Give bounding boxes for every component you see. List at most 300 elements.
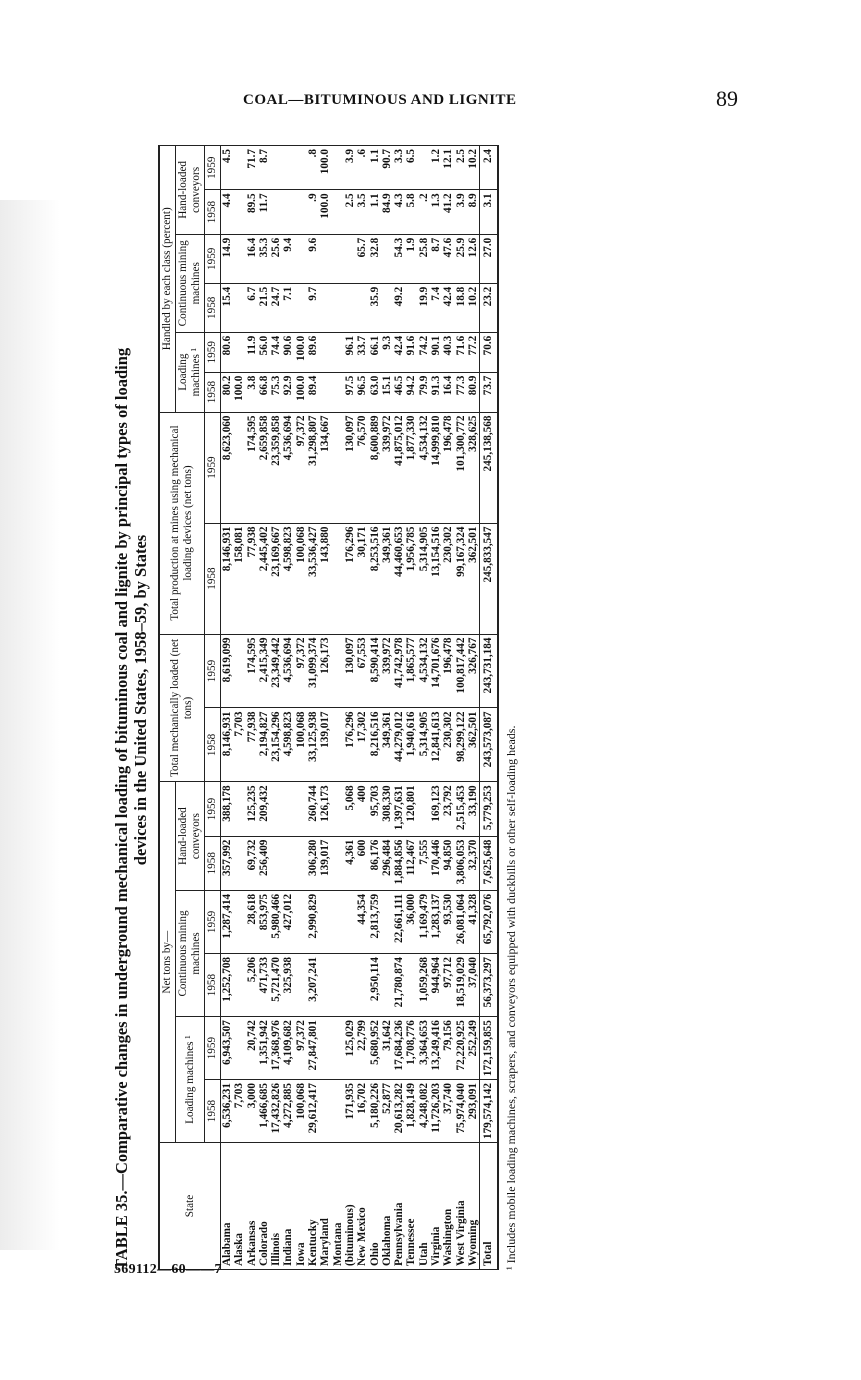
cell-phc59: 1.1 xyxy=(369,146,381,190)
cell-lm58: 7,703 xyxy=(233,1080,245,1143)
cell-phc58: 5.8 xyxy=(405,190,417,234)
cell-hc58: 139,017 xyxy=(319,836,331,890)
cell-pcm58: 9.7 xyxy=(307,283,319,332)
cell-phc59: .8 xyxy=(307,146,319,190)
table-row xyxy=(356,146,368,1270)
cell-tm59: 14,701,676 xyxy=(430,634,442,708)
cell-tp59: 4,534,132 xyxy=(418,412,430,523)
cell-lm58: 293,091 xyxy=(467,1080,480,1143)
state-name: Washington xyxy=(442,1143,454,1270)
cell-plm59: 33.7 xyxy=(356,332,368,372)
state-name: Kentucky xyxy=(307,1143,319,1270)
cell-cm58: 2,950,114 xyxy=(369,953,381,1016)
state-name: Colorado xyxy=(258,1143,270,1270)
cell-tm58: 4,598,823 xyxy=(282,708,294,782)
cell-cm58 xyxy=(356,953,368,1016)
cell-hc58: 7,555 xyxy=(418,836,430,890)
cell-tm59: 4,534,132 xyxy=(418,634,430,708)
cell-pcm59: 25.6 xyxy=(270,234,282,283)
cell-hc59: 2,515,453 xyxy=(455,782,467,836)
cell-plm58: 80.9 xyxy=(467,372,480,412)
cell-hc59: 388,178 xyxy=(221,782,234,836)
cell-tp59: 97,372 xyxy=(295,412,307,523)
cell-cm59: 93,530 xyxy=(442,890,454,953)
cell-tp58: 77,938 xyxy=(246,523,258,634)
cell-cm58: 5,721,470 xyxy=(270,953,282,1016)
state-name: Pennsylvania xyxy=(393,1143,405,1270)
cell-tp59: 130,097 xyxy=(344,412,356,523)
cell-pcm59: 1.9 xyxy=(405,234,417,283)
col-state: State xyxy=(159,1143,221,1270)
cell-pcm59 xyxy=(344,234,356,283)
cell-pcm59: 25.8 xyxy=(418,234,430,283)
cell-hc58: 1,884,856 xyxy=(393,836,405,890)
cell-phc58: 3.5 xyxy=(356,190,368,234)
cell-pcm58: 35.9 xyxy=(369,283,381,332)
cell-plm59: 66.1 xyxy=(369,332,381,372)
table-row xyxy=(282,146,294,1270)
year-1958-header: 1958 xyxy=(205,708,221,782)
cell-tp58: 44,460,653 xyxy=(393,523,405,634)
cell-lm59: 3,364,653 xyxy=(418,1017,430,1080)
cell-hc58: 112,467 xyxy=(405,836,417,890)
state-name: Wyoming xyxy=(467,1143,480,1270)
cell-plm59 xyxy=(233,332,245,372)
cell-lm58: 75,974,040 xyxy=(455,1080,467,1143)
state-name: Alaska xyxy=(233,1143,245,1270)
cell-tm59: 4,536,694 xyxy=(282,634,294,708)
cell-hc58: 296,484 xyxy=(381,836,393,890)
cell-pcm59: 27.0 xyxy=(480,234,498,283)
cell-cm59 xyxy=(233,890,245,953)
cell-tp58: 176,296 xyxy=(344,523,356,634)
cell-pcm58: 42.4 xyxy=(442,283,454,332)
cell-tp59: 328,625 xyxy=(467,412,480,523)
cell-plm59: 74.4 xyxy=(270,332,282,372)
cell-phc59 xyxy=(282,146,294,190)
cell-tm59: 326,767 xyxy=(467,634,480,708)
cell-tp58: 230,302 xyxy=(442,523,454,634)
cell-lm58: 4,248,082 xyxy=(418,1080,430,1143)
cell-plm59: 91.6 xyxy=(405,332,417,372)
cell-cm58 xyxy=(381,953,393,1016)
cell-cm58: 944,964 xyxy=(430,953,442,1016)
cell-phc58: 41.2 xyxy=(442,190,454,234)
cell-plm59: 11.9 xyxy=(246,332,258,372)
table-row xyxy=(332,146,344,1270)
cell-tm58: 5,314,905 xyxy=(418,708,430,782)
year-1959-header: 1959 xyxy=(205,412,221,523)
cell-phc58: 11.7 xyxy=(258,190,270,234)
cell-cm59: 1,169,479 xyxy=(418,890,430,953)
cell-tp59 xyxy=(332,412,344,523)
cell-hc59: 308,330 xyxy=(381,782,393,836)
cell-hc58: 170,446 xyxy=(430,836,442,890)
cell-phc59: 100.0 xyxy=(319,146,331,190)
cell-tm59: 100,817,442 xyxy=(455,634,467,708)
cell-tp58: 8,253,516 xyxy=(369,523,381,634)
cell-plm59: 77.2 xyxy=(467,332,480,372)
table-total-row xyxy=(480,146,498,1270)
cell-tm59: 339,972 xyxy=(381,634,393,708)
cell-hc59: 5,068 xyxy=(344,782,356,836)
cell-tp59: 174,595 xyxy=(246,412,258,523)
cell-plm58: 75.3 xyxy=(270,372,282,412)
cell-tp58: 99,167,324 xyxy=(455,523,467,634)
table-row xyxy=(381,146,393,1270)
cell-tm59: 23,349,442 xyxy=(270,634,282,708)
year-1959-header: 1959 xyxy=(205,332,221,372)
cell-pcm59: 16.4 xyxy=(246,234,258,283)
cell-hc58: 32,370 xyxy=(467,836,480,890)
cell-hc59: 125,235 xyxy=(246,782,258,836)
state-name: Illinois xyxy=(270,1143,282,1270)
cell-hc59 xyxy=(270,782,282,836)
cell-pcm58 xyxy=(356,283,368,332)
cell-tm59: 196,478 xyxy=(442,634,454,708)
cell-tp58: 23,169,667 xyxy=(270,523,282,634)
state-name: (bituminous) xyxy=(344,1143,356,1270)
cell-hc58: 69,732 xyxy=(246,836,258,890)
cell-phc58: 100.0 xyxy=(319,190,331,234)
table-row xyxy=(307,146,319,1270)
cell-phc59: 3.9 xyxy=(344,146,356,190)
table-row xyxy=(405,146,417,1270)
table-row xyxy=(319,146,331,1270)
cell-cm59: 28,618 xyxy=(246,890,258,953)
table-row xyxy=(393,146,405,1270)
cell-hc58 xyxy=(295,836,307,890)
cell-tp58 xyxy=(332,523,344,634)
cell-hc59: 169,123 xyxy=(430,782,442,836)
table-caption-line1: TABLE 35.—Comparative changes in underground mechanical loading of bituminous coal and lignite by principal types of loading xyxy=(112,347,131,1270)
cell-tp58: 143,880 xyxy=(319,523,331,634)
cell-lm58: 3,000 xyxy=(246,1080,258,1143)
cell-lm58: 100,068 xyxy=(295,1080,307,1143)
cell-tm58: 33,125,938 xyxy=(307,708,319,782)
cell-tm59: 1,865,577 xyxy=(405,634,417,708)
cell-phc58: 1.3 xyxy=(430,190,442,234)
cell-plm59: 70.6 xyxy=(480,332,498,372)
cell-hc58 xyxy=(233,836,245,890)
cell-lm58: 52,877 xyxy=(381,1080,393,1143)
cell-lm59 xyxy=(319,1017,331,1080)
cell-tm58: 349,361 xyxy=(381,708,393,782)
col-continuous-mining: Continuous mining machines xyxy=(176,890,205,1016)
state-name: Utah xyxy=(418,1143,430,1270)
cell-phc59 xyxy=(295,146,307,190)
cell-plm59: 80.6 xyxy=(221,332,234,372)
cell-plm59 xyxy=(332,332,344,372)
year-1959-header: 1959 xyxy=(205,146,221,190)
table-row xyxy=(418,146,430,1270)
cell-lm59: 20,742 xyxy=(246,1017,258,1080)
cell-pcm58: 7.4 xyxy=(430,283,442,332)
rotated-table-region xyxy=(112,130,652,1270)
cell-tm58: 176,296 xyxy=(344,708,356,782)
cell-phc59: 90.7 xyxy=(381,146,393,190)
cell-lm59: 13,249,416 xyxy=(430,1017,442,1080)
cell-cm59: 2,990,829 xyxy=(307,890,319,953)
table-row xyxy=(442,146,454,1270)
cell-lm58: 1,466,685 xyxy=(258,1080,270,1143)
cell-plm58: 97.5 xyxy=(344,372,356,412)
cell-lm59: 6,943,507 xyxy=(221,1017,234,1080)
col-total-production: Total production at mines using mechanical loading devices (net tons) xyxy=(159,412,205,634)
cell-plm58: 79.9 xyxy=(418,372,430,412)
cell-phc59 xyxy=(332,146,344,190)
cell-hc58 xyxy=(282,836,294,890)
cell-tm59: 126,173 xyxy=(319,634,331,708)
cell-lm59: 97,372 xyxy=(295,1017,307,1080)
col-hand-loaded: Hand-loaded conveyors xyxy=(176,782,205,890)
cell-plm59: 42.4 xyxy=(393,332,405,372)
cell-tp59: 8,600,889 xyxy=(369,412,381,523)
mechanical-loading-table xyxy=(158,145,499,1270)
cell-phc58 xyxy=(270,190,282,234)
state-name: Indiana xyxy=(282,1143,294,1270)
cell-lm58: 11,726,203 xyxy=(430,1080,442,1143)
cell-tp59 xyxy=(233,412,245,523)
cell-phc58: 84.9 xyxy=(381,190,393,234)
cell-lm58: 179,574,142 xyxy=(480,1080,498,1143)
cell-tp59: 245,138,568 xyxy=(480,412,498,523)
cell-plm58: 77.3 xyxy=(455,372,467,412)
cell-plm58: 15.1 xyxy=(381,372,393,412)
cell-phc59: 1.2 xyxy=(430,146,442,190)
year-1959-header: 1959 xyxy=(205,1017,221,1080)
cell-tp59: 23,359,858 xyxy=(270,412,282,523)
cell-hc59: 260,744 xyxy=(307,782,319,836)
col-pct-continuous: Continuous mining machines xyxy=(176,234,205,332)
cell-tm58: 8,216,516 xyxy=(369,708,381,782)
state-name: Tennessee xyxy=(405,1143,417,1270)
year-1959-header: 1959 xyxy=(205,890,221,953)
cell-lm59: 72,220,925 xyxy=(455,1017,467,1080)
cell-lm58: 6,536,231 xyxy=(221,1080,234,1143)
cell-pcm59: 9.6 xyxy=(307,234,319,283)
cell-plm59 xyxy=(319,332,331,372)
cell-phc59: .6 xyxy=(356,146,368,190)
cell-cm59: 36,000 xyxy=(405,890,417,953)
cell-lm59: 5,680,952 xyxy=(369,1017,381,1080)
cell-tm58: 2,194,827 xyxy=(258,708,270,782)
cell-phc59 xyxy=(270,146,282,190)
cell-tp58: 362,501 xyxy=(467,523,480,634)
running-head: COAL—BITUMINOUS AND LIGNITE xyxy=(243,92,517,108)
year-1958-header: 1958 xyxy=(205,372,221,412)
cell-lm58: 17,432,826 xyxy=(270,1080,282,1143)
cell-hc59: 1,397,631 xyxy=(393,782,405,836)
cell-plm59: 9.3 xyxy=(381,332,393,372)
cell-phc58: 89.5 xyxy=(246,190,258,234)
cell-pcm58 xyxy=(332,283,344,332)
cell-hc58 xyxy=(270,836,282,890)
year-1959-header: 1959 xyxy=(205,634,221,708)
cell-tp59: 41,875,012 xyxy=(393,412,405,523)
cell-cm59 xyxy=(332,890,344,953)
cell-lm58: 1,828,149 xyxy=(405,1080,417,1143)
cell-pcm59 xyxy=(381,234,393,283)
cell-plm58: 91.3 xyxy=(430,372,442,412)
cell-cm59: 853,975 xyxy=(258,890,270,953)
cell-cm59: 44,354 xyxy=(356,890,368,953)
cell-phc58: 1.1 xyxy=(369,190,381,234)
cell-phc58: .2 xyxy=(418,190,430,234)
cell-lm58: 4,272,885 xyxy=(282,1080,294,1143)
cell-hc59: 120,801 xyxy=(405,782,417,836)
cell-plm58: 16.4 xyxy=(442,372,454,412)
cell-tm58 xyxy=(332,708,344,782)
cell-phc58 xyxy=(282,190,294,234)
cell-pcm59: 14.9 xyxy=(221,234,234,283)
cell-plm58: 73.7 xyxy=(480,372,498,412)
table-row xyxy=(344,146,356,1270)
cell-hc59: 400 xyxy=(356,782,368,836)
cell-tm58: 7,703 xyxy=(233,708,245,782)
year-1958-header: 1958 xyxy=(205,1080,221,1143)
cell-plm59: 56.0 xyxy=(258,332,270,372)
cell-hc59: 33,190 xyxy=(467,782,480,836)
cell-cm59: 427,012 xyxy=(282,890,294,953)
cell-pcm58: 23.2 xyxy=(480,283,498,332)
cell-lm58: 16,702 xyxy=(356,1080,368,1143)
cell-cm59: 41,328 xyxy=(467,890,480,953)
cell-plm59: 96.1 xyxy=(344,332,356,372)
cell-phc58 xyxy=(295,190,307,234)
cell-hc59: 126,173 xyxy=(319,782,331,836)
cell-pcm58 xyxy=(344,283,356,332)
cell-pcm59: 9.4 xyxy=(282,234,294,283)
col-net-tons-by: Net tons by— xyxy=(159,782,176,1143)
cell-tp59: 339,972 xyxy=(381,412,393,523)
cell-phc59: 3.3 xyxy=(393,146,405,190)
cell-cm58: 5,206 xyxy=(246,953,258,1016)
table-caption-line2: devices in the United States, 1958–59, by States xyxy=(131,534,150,866)
cell-cm58 xyxy=(319,953,331,1016)
state-name: Virginia xyxy=(430,1143,442,1270)
cell-tm58: 139,017 xyxy=(319,708,331,782)
col-pct-hand: Hand-loaded conveyors xyxy=(176,146,205,235)
cell-tp58: 8,146,931 xyxy=(221,523,234,634)
cell-tp59: 1,877,330 xyxy=(405,412,417,523)
year-1958-header: 1958 xyxy=(205,283,221,332)
cell-cm58: 1,252,708 xyxy=(221,953,234,1016)
cell-phc59: 4.5 xyxy=(221,146,234,190)
table-row xyxy=(270,146,282,1270)
page-number: 89 xyxy=(716,86,738,111)
cell-phc59: 2.4 xyxy=(480,146,498,190)
cell-cm58: 18,519,029 xyxy=(455,953,467,1016)
cell-hc59 xyxy=(418,782,430,836)
cell-tm58: 23,154,296 xyxy=(270,708,282,782)
cell-plm58: 100.0 xyxy=(295,372,307,412)
scan-edge-shadow xyxy=(0,200,60,1250)
cell-plm58: 80.2 xyxy=(221,372,234,412)
cell-tm59: 97,372 xyxy=(295,634,307,708)
cell-tp59: 76,570 xyxy=(356,412,368,523)
cell-cm58: 97,712 xyxy=(442,953,454,1016)
cell-hc58: 94,850 xyxy=(442,836,454,890)
cell-hc58: 4,361 xyxy=(344,836,356,890)
cell-tm59: 174,595 xyxy=(246,634,258,708)
table-caption xyxy=(112,130,150,1270)
cell-tm59: 67,553 xyxy=(356,634,368,708)
cell-hc59: 209,432 xyxy=(258,782,270,836)
cell-tp59: 196,478 xyxy=(442,412,454,523)
cell-cm58 xyxy=(233,953,245,1016)
year-1958-header: 1958 xyxy=(205,523,221,634)
cell-cm59: 22,661,111 xyxy=(393,890,405,953)
cell-pcm58: 24.7 xyxy=(270,283,282,332)
cell-pcm59 xyxy=(319,234,331,283)
table-row xyxy=(467,146,480,1270)
cell-tp59: 14,999,810 xyxy=(430,412,442,523)
table-row xyxy=(369,146,381,1270)
cell-hc58: 600 xyxy=(356,836,368,890)
year-1958-header: 1958 xyxy=(205,836,221,890)
cell-phc58 xyxy=(233,190,245,234)
cell-cm59 xyxy=(319,890,331,953)
cell-pcm59: 8.7 xyxy=(430,234,442,283)
printer-mark: 569112—60——7 xyxy=(114,1262,222,1277)
cell-tm59: 41,742,978 xyxy=(393,634,405,708)
cell-cm59: 5,980,466 xyxy=(270,890,282,953)
cell-phc58: 3.1 xyxy=(480,190,498,234)
cell-pcm58: 21.5 xyxy=(258,283,270,332)
cell-tp59: 31,298,807 xyxy=(307,412,319,523)
cell-plm59: 71.6 xyxy=(455,332,467,372)
col-loading-machines: Loading machines ¹ xyxy=(176,1017,205,1143)
cell-hc58: 3,806,053 xyxy=(455,836,467,890)
cell-lm59: 1,351,942 xyxy=(258,1017,270,1080)
year-header-row xyxy=(205,146,221,1270)
cell-tp58: 4,598,823 xyxy=(282,523,294,634)
cell-pcm59: 54.3 xyxy=(393,234,405,283)
cell-tp58: 33,536,427 xyxy=(307,523,319,634)
cell-tp59: 8,623,060 xyxy=(221,412,234,523)
cell-lm58: 20,613,282 xyxy=(393,1080,405,1143)
cell-hc59: 95,703 xyxy=(369,782,381,836)
cell-pcm58: 15.4 xyxy=(221,283,234,332)
cell-cm58 xyxy=(405,953,417,1016)
table-row xyxy=(430,146,442,1270)
state-name: Alabama xyxy=(221,1143,234,1270)
cell-tm58: 362,501 xyxy=(467,708,480,782)
cell-cm59: 2,813,759 xyxy=(369,890,381,953)
cell-tm58: 100,068 xyxy=(295,708,307,782)
cell-tm58: 17,302 xyxy=(356,708,368,782)
cell-tp58: 100,068 xyxy=(295,523,307,634)
col-handled-by-class: Handled by each class (percent) xyxy=(159,146,176,413)
cell-phc59: 8.7 xyxy=(258,146,270,190)
cell-tm58: 8,146,931 xyxy=(221,708,234,782)
cell-cm59: 1,283,137 xyxy=(430,890,442,953)
cell-lm58: 5,180,226 xyxy=(369,1080,381,1143)
year-1959-header: 1959 xyxy=(205,782,221,836)
cell-cm58: 56,373,297 xyxy=(480,953,498,1016)
cell-plm58: 63.0 xyxy=(369,372,381,412)
cell-pcm59: 47.6 xyxy=(442,234,454,283)
cell-lm58: 171,935 xyxy=(344,1080,356,1143)
cell-tm58: 243,573,087 xyxy=(480,708,498,782)
state-name: Montana xyxy=(332,1143,344,1270)
cell-hc58: 306,280 xyxy=(307,836,319,890)
cell-lm58: 29,612,417 xyxy=(307,1080,319,1143)
cell-plm59: 90.6 xyxy=(282,332,294,372)
cell-hc59 xyxy=(295,782,307,836)
cell-pcm58: 7.1 xyxy=(282,283,294,332)
